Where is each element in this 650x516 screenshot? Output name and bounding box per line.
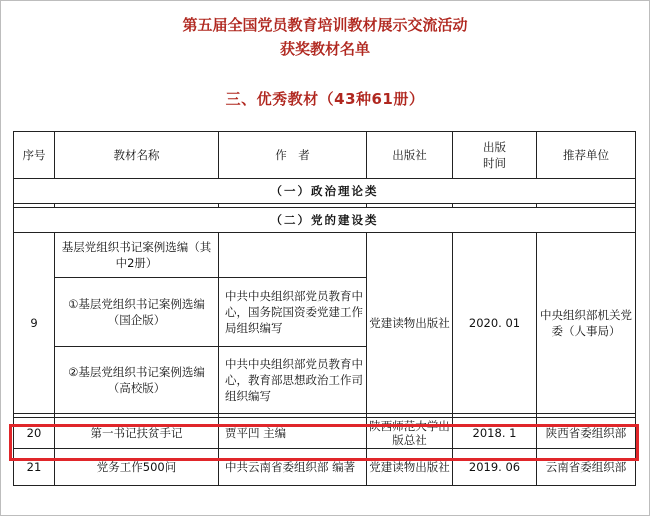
header-unit: 推荐单位 xyxy=(537,132,636,179)
category-politics: （一）政治理论类 xyxy=(14,179,636,204)
row21-time: 2019. 06 xyxy=(453,449,537,486)
row21-book: 党务工作500问 xyxy=(55,449,219,486)
row9-book-main: 基层党组织书记案例选编（其中2册） xyxy=(55,233,219,278)
table-header-row xyxy=(14,132,636,179)
page-subtitle: 获奖教材名单 xyxy=(279,40,370,58)
header-time: 出版 时间 xyxy=(453,132,537,179)
header-author: 作 者 xyxy=(219,132,367,179)
row20-publisher: 陕西师范大学出版总社 xyxy=(367,418,453,449)
row21-publisher: 党建读物出版社 xyxy=(367,449,453,486)
row9-time: 2020. 01 xyxy=(453,233,537,414)
row21-unit: 云南省委组织部 xyxy=(537,449,636,486)
row9-seq: 9 xyxy=(14,233,55,414)
table-row xyxy=(14,449,636,486)
row20-seq: 20 xyxy=(14,418,55,449)
row20-unit: 陕西省委组织部 xyxy=(537,418,636,449)
table-row xyxy=(14,418,636,449)
row20-author: 贾平凹 主编 xyxy=(219,418,367,449)
row9-book-a: ①基层党组织书记案例选编（国企版） xyxy=(55,278,219,347)
awards-table xyxy=(13,131,636,486)
category-row xyxy=(14,208,636,233)
row21-seq: 21 xyxy=(14,449,55,486)
row9-author-b: 中共中央组织部党员教育中心，教育部思想政治工作司组织编写 xyxy=(219,347,367,414)
header-seq: 序号 xyxy=(14,132,55,179)
category-row xyxy=(14,179,636,204)
row9-author-a: 中共中央组织部党员教育中心，国务院国资委党建工作局组织编写 xyxy=(219,278,367,347)
category-party: （二）党的建设类 xyxy=(14,208,636,233)
table-row xyxy=(14,233,636,278)
row9-unit: 中央组织部机关党委（人事局） xyxy=(537,233,636,414)
row20-book: 第一书记扶贫手记 xyxy=(55,418,219,449)
section-title: 三、优秀教材（43种61册） xyxy=(225,90,425,108)
row20-time: 2018. 1 xyxy=(453,418,537,449)
header-publisher: 出版社 xyxy=(367,132,453,179)
row9-publisher: 党建读物出版社 xyxy=(367,233,453,414)
row9-book-b: ②基层党组织书记案例选编（高校版） xyxy=(55,347,219,414)
row21-author: 中共云南省委组织部 编著 xyxy=(219,449,367,486)
header-name: 教材名称 xyxy=(55,132,219,179)
page-title: 第五届全国党员教育培训教材展示交流活动 xyxy=(182,16,468,34)
